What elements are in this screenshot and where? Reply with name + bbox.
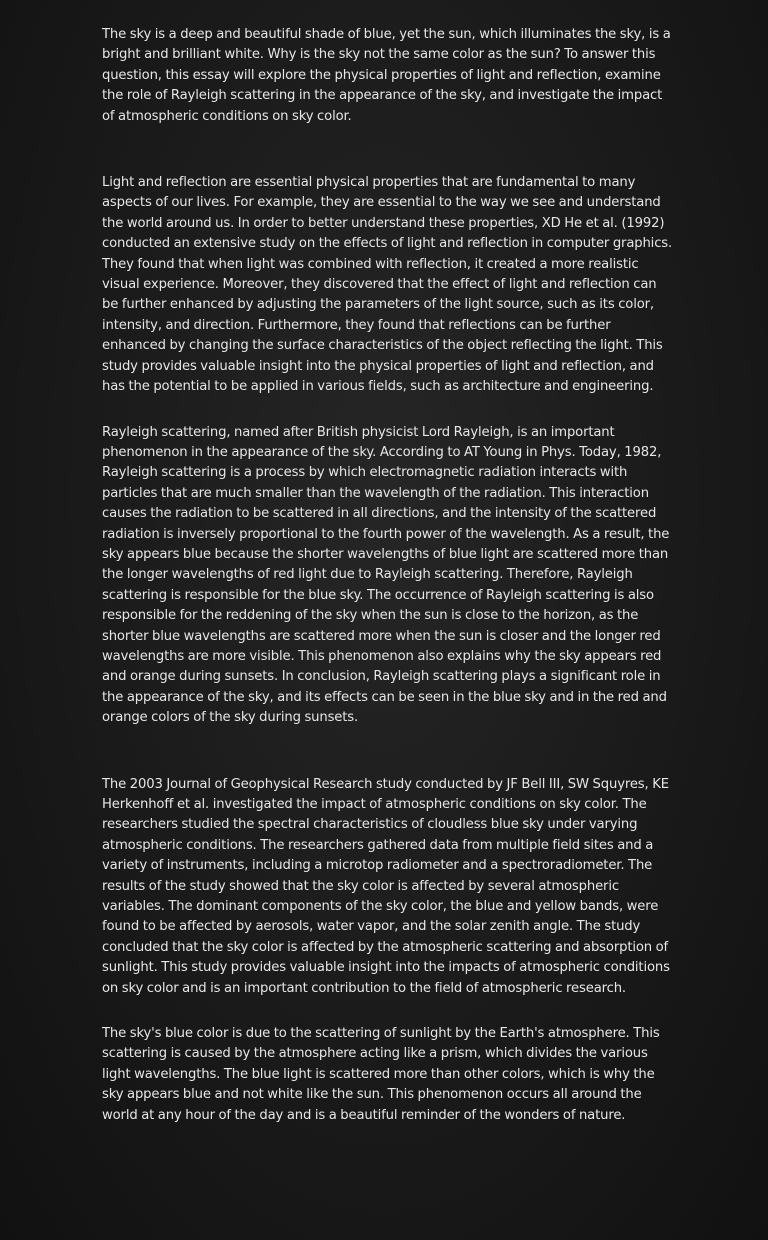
light-reflection-paragraph: Light and reflection are essential physical properties that are fundamental to many aspects of our lives. For example, they are essential to the way we see and understand the world around us. In order to better understand these properties, XD He et al. (1992) conducted an extensive study on the effects of light and reflection in computer graphics. They found that when light was combined with reflection, it created a more realistic visual experience. Moreover, they discovered that the effect of light and reflection can be further enhanced by adjusting the parameters of the light source, such as its color, intensity, and direction. Furthermore, they found that reflections can be further enhanced by changing the surface characteristics of the object reflecting the light. This study provides valuable insight into the physical properties of light and reflection, and has the potential to be applied in various fields, such as architecture and engineering.: [102, 175, 673, 395]
conclusion-paragraph: The sky's blue color is due to the scattering of sunlight by the Earth's atmosphere. This scattering is caused by the atmosphere acting like a prism, which divides the various light wavelengths. The blue light is scattered more than other colors, which is why the sky appears blue and not white like the sun. This phenomenon occurs all around the world at any hour of the day and is a beautiful reminder of the wonders of nature.: [102, 1026, 660, 1123]
atmospheric-conditions-paragraph: The 2003 Journal of Geophysical Research study conducted by JF Bell III, SW Squyres, KE Herkenhoff et al. investigated the impact of atmospheric conditions on sky color. The researchers studied the spectral characteristics of cloudless blue sky under varying atmospheric conditions. The researchers gathered data from multiple field sites and a variety of instruments, including a microtop radiometer and a spectroradiometer. The results of the study showed that the sky color is affected by several atmospheric variables. The dominant components of the sky color, the blue and yellow bands, were found to be affected by aerosols, water vapor, and the solar zenith angle. The study concluded that the sky color is affected by the atmospheric scattering and absorption of sunlight. This study provides valuable insight into the impacts of atmospheric conditions on sky color and is an important contribution to the field of atmospheric research.: [102, 776, 670, 996]
intro-paragraph: The sky is a deep and beautiful shade of blue, yet the sun, which illuminates the sky, is a bright and brilliant white. Why is the sky not the same color as the sun? To answer this question, this essay will explore the physical properties of light and reflection, examine the role of Rayleigh scattering in the appearance of the sky, and investigate the impact of atmospheric conditions on sky color.: [102, 27, 671, 124]
rayleigh-scattering-paragraph: Rayleigh scattering, named after British physicist Lord Rayleigh, is an important phenomenon in the appearance of the sky. According to AT Young in Phys. Today, 1982, Rayleigh scattering is a process by which electromagnetic radiation interacts with particles that are much smaller than the wavelength of the radiation. This interaction causes the radiation to be scattered in all directions, and the intensity of the scattered radiation is inversely proportional to the fourth power of the wavelength. As a result, the sky appears blue because the shorter wavelengths of blue light are scattered more than the longer wavelengths of red light due to Rayleigh scattering. Therefore, Rayleigh scattering is responsible for the blue sky. The occurrence of Rayleigh scattering is also responsible for the reddening of the sky when the sun is close to the horizon, as the shorter blue wavelengths are scattered more when the sun is closer and the longer red wavelengths are more visible. This phenomenon also explains why the sky appears red and orange during sunsets. In conclusion, Rayleigh scattering plays a significant role in the appearance of the sky, and its effects can be seen in the blue sky and in the red and orange colors of the sky during sunsets.: [102, 424, 670, 726]
essay-body: [102, 25, 676, 1126]
